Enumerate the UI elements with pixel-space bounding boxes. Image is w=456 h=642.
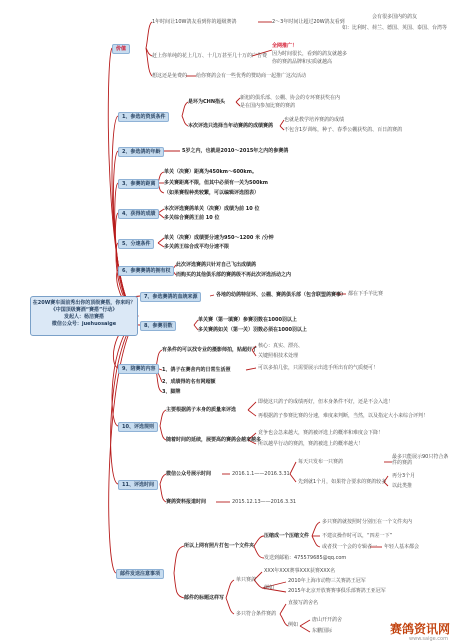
b12-item-b1: 单只赛鸽 (236, 577, 257, 583)
b8-item-b: 多关赛鸽如关（第一关）羽数必须在1000羽以上 (198, 327, 307, 333)
b11-item-b: 赛鸽资料报道时间 (166, 499, 207, 505)
value-item-1: 1年时间让10W鸽友看到你的超级赛鸽 (152, 19, 237, 25)
branch-distance: 3、参赛的距离 (118, 179, 159, 189)
b12-item-a5: 年轻人基本都会 (384, 544, 420, 550)
b9-item-c: 2、成绩得的名有网超额 (162, 379, 216, 385)
b10-item-a: 主要根据鸽子本身的质量来评选 (166, 407, 237, 413)
b11-item-a1: 2016.1.1——2016.3.31 (232, 471, 290, 477)
b12-item-a: 所以上网有照片打包一个文件夹 (184, 543, 255, 549)
branch-ownership: 6、参赛赛鸽的拥有权 (118, 266, 174, 276)
b12-item-a4: 或者找一个会的专辑者一 (322, 544, 378, 550)
b9-item-a2: 关键照相技术处理 (258, 353, 299, 359)
b3-item-b: 多关赛距离不限，但其中必须有一关为500km (164, 180, 268, 186)
branch-results: 4、获得的成绩 (118, 209, 159, 219)
b9-item-d: 3、脚牌 (162, 389, 181, 395)
b12-item-a6: 发送到邮箱：475579685@qq.com (264, 555, 347, 561)
center-wechat: 微信公众号：juehuosaige (51, 321, 117, 327)
value-item-1c: 如：比利时、荷兰、德国、英国、泰国、台湾等 (342, 25, 448, 31)
b5-item-b: 多关鸽王综合成平均分速不限 (164, 244, 230, 250)
b10-item-a1: 即使这只鸽子的成绩再好，但本身条件不好，还是不会入选！ (258, 399, 394, 405)
b11-item-a4: 先到就1个月，如果符合要求的赛鸽较多 (298, 479, 387, 485)
b4-item-b: 多关综合赛鸽王前 10 位 (164, 215, 220, 221)
value-item-3a: 给你赛鸽会有一些优秀的赞助商一起推广这次活动 (196, 73, 307, 79)
watermark-url: www.saige.com (409, 636, 448, 642)
b10-item-b1: 竞争也会急来越大，赛鸽被评选上的概率和难度会下降！ (258, 430, 384, 436)
b12-item-b9: 东鹏国际 (312, 628, 333, 634)
b12-item-b2: 例如 (264, 585, 275, 591)
b12-item-a3: 不建议操作时可以，“四差一下” (322, 533, 393, 539)
b12-item-b7: 直接写鸽舍名 (288, 600, 319, 606)
b11-item-a2: 每天只发布一只赛鸽 (298, 459, 344, 465)
b11-item-b1: 2015.12.13——2016.3.31 (232, 499, 297, 505)
b9-item-a: 有条件的可以找专业的摄影师拍，贴超好了 (162, 347, 258, 353)
b1-item-a2: 是在国内参加比赛的赛鸽 (240, 103, 296, 109)
value-item-2a: 全网推广！ (272, 43, 298, 49)
b10-item-b2: 所以越早行动的赛鸽，赛鸽被选上的概率越大！ (258, 441, 364, 447)
branch-value: 价值 (112, 44, 130, 54)
b12-item-b3: XXX年XXX赛事XXX获赛XXX名 (264, 568, 336, 574)
branch-age: 2、参选鸽的年龄 (118, 147, 164, 157)
b8-item-a: 单关赛（第一填赛）参赛羽数在1000羽以上 (198, 317, 297, 323)
b11-item-a: 微信公众号展示时间 (166, 471, 212, 477)
b6-item-b: 而购买的其他俱乐部的赛鸽级不再此次评选活动之内 (176, 272, 292, 278)
b1-item-a: 是环为CHN指头 (188, 99, 226, 105)
b1-item-b1: 也就是教学培养赛鸽的成绩 (284, 117, 345, 123)
b12-item-b8: 唐山开开鸽舍 (312, 617, 343, 623)
b1-item-a1: 新旭的俱乐部、公棚、协会的专环赛获奖在内 (240, 95, 341, 101)
branch-email: 邮件发送注意事项 (116, 569, 164, 579)
b12-item-a2: 多只赛鸽就按照时分别压在一个文件夹内 (322, 519, 413, 525)
branch-rules: 10、评选规则 (118, 422, 158, 432)
value-item-3: 想这还是免费的 (152, 73, 188, 79)
branch-schedule: 11、评选时间 (118, 480, 158, 490)
b10-item-b: 随着时间的延续，展要高的赛鸽会越来越多 (166, 437, 262, 443)
center-subtitle: 《中国顶级赛酒“赛搭”行动》 (50, 307, 118, 313)
b9-item-b1: 可以多拍几张，只需要展示出选手所出有的气质便可！ (258, 365, 379, 371)
branch-qualification: 1、参选的资质条件 (118, 112, 169, 122)
b12-item-a1: 压缩成一个压缩文件 (264, 533, 310, 539)
b1-item-b2: 不包含1岁训练，种子、春季公棚获奖鸽、百日鸽赛鸽 (284, 127, 403, 133)
value-item-1a: 2～3年时间让超过20W鸽友看到 (272, 19, 345, 25)
value-item-2: 赶上你单纯的花上几万、十几万甚至几十万的广告费 (152, 53, 268, 59)
value-item-2b: 因为时间很长，看到的鸽友就越多 (272, 51, 348, 57)
branch-bloodline: 7、参选赛鸽的血统来源 (140, 292, 201, 302)
b2-item-a: 5岁之内，也就是2010～2015年之内的参赛鸽 (182, 148, 289, 154)
b12-item-b: 邮件的标题这样写 (184, 595, 225, 601)
watermark-logo: 赛鸽资讯网 (389, 622, 450, 636)
b12-item-b5: 2015年北京开放赛赛事俱乐部赛鸽王亚冠军 (288, 588, 386, 594)
b12-item-b4: 2010年上海市动物三关赛鸽王冠军 (288, 578, 366, 584)
b12-item-b6: 多只符合条件赛鸽 (236, 611, 277, 617)
branch-speed: 5、分速条件 (118, 239, 154, 249)
b7-item-a: 各地的幼鸽特征环、公棚、赛鸽俱乐部（包含联盟鸽赛事） (216, 292, 347, 298)
b11-item-a3: 最多只能展示90只符合条件的赛鸽 (392, 454, 449, 466)
b5-item-a: 单关（决赛）成绩要分速为950～1200 米 /分钟 (164, 235, 274, 241)
b7-item-b: 都在下手羊比赛 (348, 291, 384, 297)
value-item-2c: 你的赛鸽品牌和实质就越高 (272, 59, 333, 65)
value-item-1b: 会有很多国内的鸽友 (372, 14, 418, 20)
b1-item-b: 本次评选只选择当年动赛鸽的成绩赛鸽 (188, 123, 274, 129)
branch-photos: 9、陪赛的内容 (118, 364, 159, 374)
branch-entries: 8、参赛羽数 (140, 321, 176, 331)
b3-item-c: （如果赛程种类较繁，可以编辑评选图表） (164, 190, 260, 196)
b4-item-a: 本次评选赛鸽单关（决赛）成绩为前 10 位 (164, 206, 260, 212)
central-topic (30, 296, 138, 336)
b10-item-a2: 再根据鸽子参赛比赛的分速，难度来判断，当然，以及指定大小来综合评判！ (258, 413, 429, 419)
b9-item-b: 1、鸽子在赛舍内的日常生活照 (162, 367, 231, 373)
center-initiator: 发起人：杨洁赛搭 (63, 314, 104, 320)
b12-item-b2-second: 例如 (288, 622, 299, 628)
center-title: 在20W赛车面前秀出你的顶级赛搭，你来吗？ (32, 300, 136, 306)
b3-item-a: 单关（决赛）距离为450km～600km。 (164, 169, 257, 175)
b11-item-a5: 再分3个月 (392, 473, 416, 479)
b11-item-a6: 以此类推 (392, 483, 413, 489)
b6-item-a: 此次评选赛鸽只针对自己飞出成绩鸽 (176, 262, 257, 268)
b9-item-a1: 核心：真实、漂亮、 (258, 343, 304, 349)
